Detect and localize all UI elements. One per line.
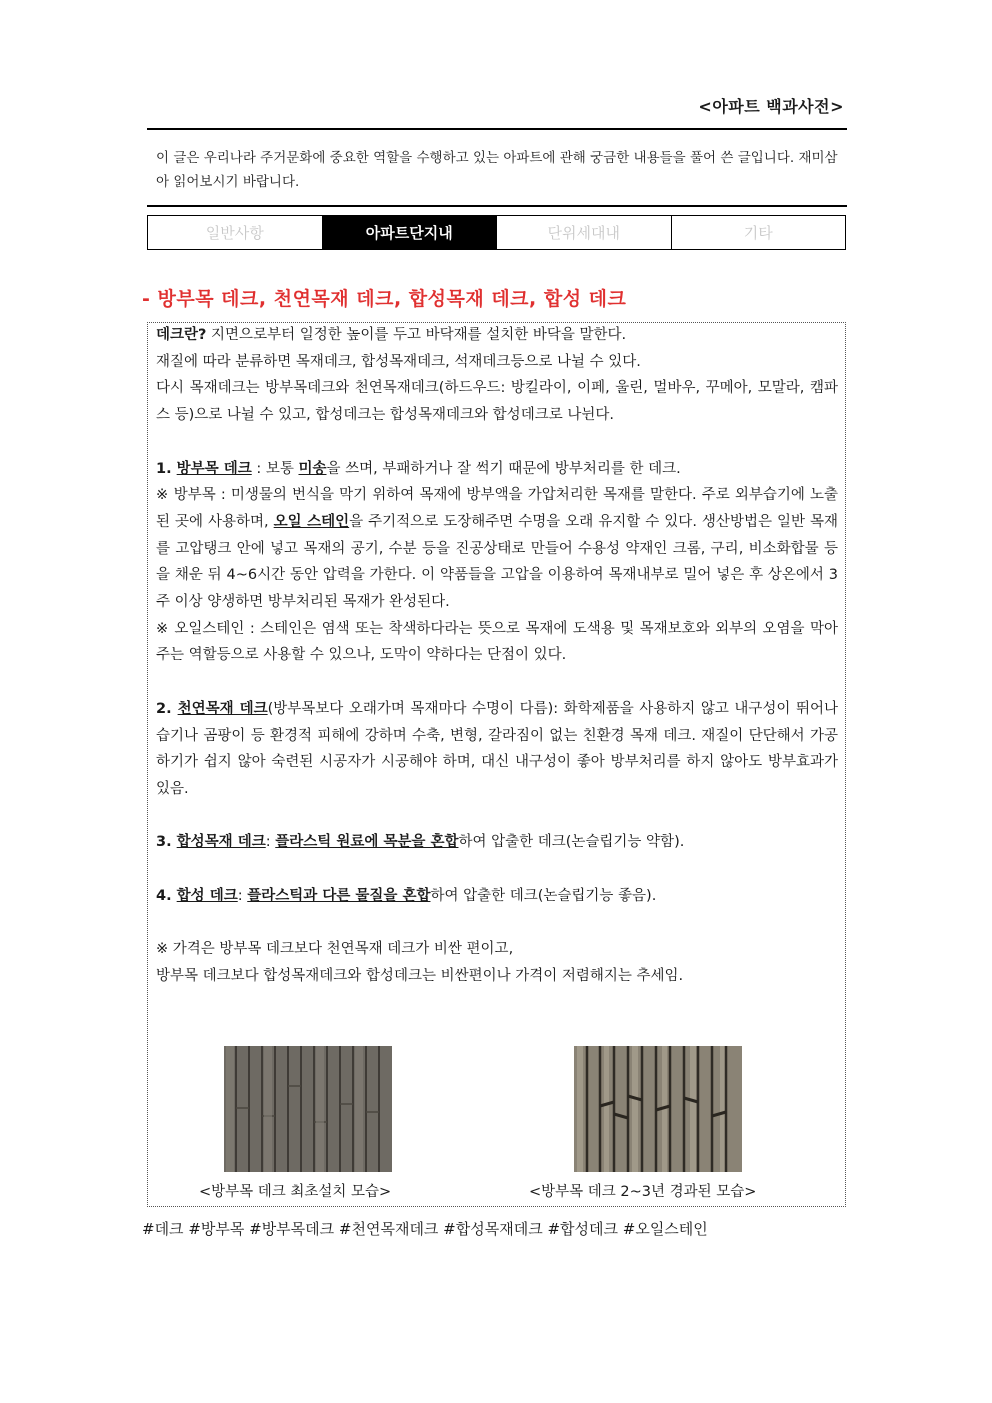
section-title: - 방부목 데크, 천연목재 데크, 합성목재 데크, 합성 데크 [142,288,627,310]
deck-photo-weathered [574,1046,742,1172]
item2-term: 천연목재 데크 [177,700,268,717]
item1-term: 방부목 데크 [176,460,252,477]
item1-term2: 미송 [298,460,327,477]
item1-text-b: 을 쓰며, 부패하거나 잘 썩기 때문에 방부처리를 한 데크. [326,460,681,477]
price-note-line2: 방부목 데크보다 합성목재데크와 합성데크는 비싼편이나 가격이 저렴해지는 추세임. [156,967,684,984]
article-body [156,322,838,990]
item1-note-a: ※ 방부목 : 미생물의 번식을 막기 위하여 목재에 방부액을 가압처리한 목재를 말한다. 주로 외부습기에 노출된 곳에 사용하며, [156,487,838,530]
item1-text-a: : 보통 [251,460,299,477]
definition-text: 지면으로부터 일정한 높이를 두고 바닥재를 설치한 바닥을 말한다. [206,327,627,343]
hashtags: #데크 #방부목 #방부목데크 #천연목재데크 #합성목재데크 #합성데크 #오일스테인 [142,1220,708,1238]
deck-photo-new [224,1046,392,1172]
item3-paragraph [156,829,838,856]
definition-line3: 다시 목재데크는 방부목데크와 천연목재데크(하드우드: 방킬라이, 이페, 울린, 멀바우, 꾸메아, 모말라, 캠파스 등)으로 나뉠 수 있고, 합성데크는 합성목재데크와 합성데크로 나뉜다. [156,380,838,424]
tab-unit[interactable]: 단위세대내 [497,216,672,249]
document-title: <아파트 백과사전> [698,97,844,116]
item4-term2: 플라스틱과 다른 물질을 혼합 [247,887,431,904]
item2-paragraph [156,696,838,803]
category-tabs [147,215,846,250]
item4-paragraph [156,883,838,910]
item1-heading [156,456,838,483]
item3-text: 하여 압출한 데크(논슬립기능 약함). [458,834,685,851]
tab-apartment-complex[interactable]: 아파트단지내 [323,216,498,249]
item2-text: (방부목보다 오래가며 목재마다 수명이 다름): 화학제품을 사용하지 않고 내구성이 뛰어나 습기나 곰팡이 등 환경적 피해에 강하며 수축, 변형, 갈라짐이 없는 친환경 목재 데크. 재질이 단단해서 가공하기가 쉽지 않아 숙련된 시공자가 시공해야 하며, 대신 내구성이 좋아 방부처리를 하지 않아도 방부효과가 있음. [156,700,838,797]
item1-note2: ※ 오일스테인 : 스테인은 염색 또는 착색하다라는 뜻으로 목재에 도색용 및 목재보호와 외부의 오염을 막아주는 역할등으로 사용할 수 있으나, 도막이 약하다는 단점이 있다. [156,620,838,664]
item4-number: 4. [156,887,177,904]
item3-colon: : [265,834,276,851]
item4-text: 하여 압출한 데크(논슬립기능 좋음). [430,887,657,904]
item3-term: 합성목재 데크 [176,834,266,851]
intro-text: 이 글은 우리나라 주거문화에 중요한 역할을 수행하고 있는 아파트에 관해 궁금한 내용들을 풀어 쓴 글입니다. 재미삼아 읽어보시기 바랍니다. [156,150,838,190]
definition-line2: 재질에 따라 분류하면 목재데크, 합성목재데크, 석재데크등으로 나뉠 수 있다. [156,353,641,370]
intro-divider [147,205,847,207]
tab-general[interactable]: 일반사항 [148,216,323,249]
definition-line1 [156,322,838,349]
item3-number: 3. [156,834,177,851]
definition-term: 데크란? [156,327,207,343]
top-divider [147,128,847,130]
item3-term2: 플라스틱 원료에 목분을 혼합 [275,834,459,851]
price-note-line1: ※ 가격은 방부목 데크보다 천연목재 데크가 비싼 편이고, [156,941,514,958]
item4-colon: : [237,887,248,904]
item1-note [156,482,838,616]
item1-note-b: 을 주기적으로 도장해주면 수명을 오래 유지할 수 있다. 생산방법은 일반 목재를 고압탱크 안에 넣고 목재의 공기, 수분 등을 진공상태로 만들어 수용성 약재인 크롬, 구리, 비소화합물 등을 채운 뒤 4~6시간 동안 압력을 가한다. 이 약품들을 고압을 이용하여 목재내부로 밀어 넣은 후 상온에서 3주 이상 양생하면 방부처리된 목재가 완성된다. [156,513,838,611]
item1-number: 1. [156,460,177,477]
photo-caption-weathered: <방부목 데크 2~3년 경과된 모습> [529,1184,757,1200]
photo-caption-new: <방부목 데크 최초설치 모습> [199,1184,392,1200]
tab-etc[interactable]: 기타 [743,224,773,242]
item1-note-term: 오일 스테인 [273,513,350,530]
item2-number: 2. [156,700,178,717]
item4-term: 합성 데크 [176,887,238,904]
